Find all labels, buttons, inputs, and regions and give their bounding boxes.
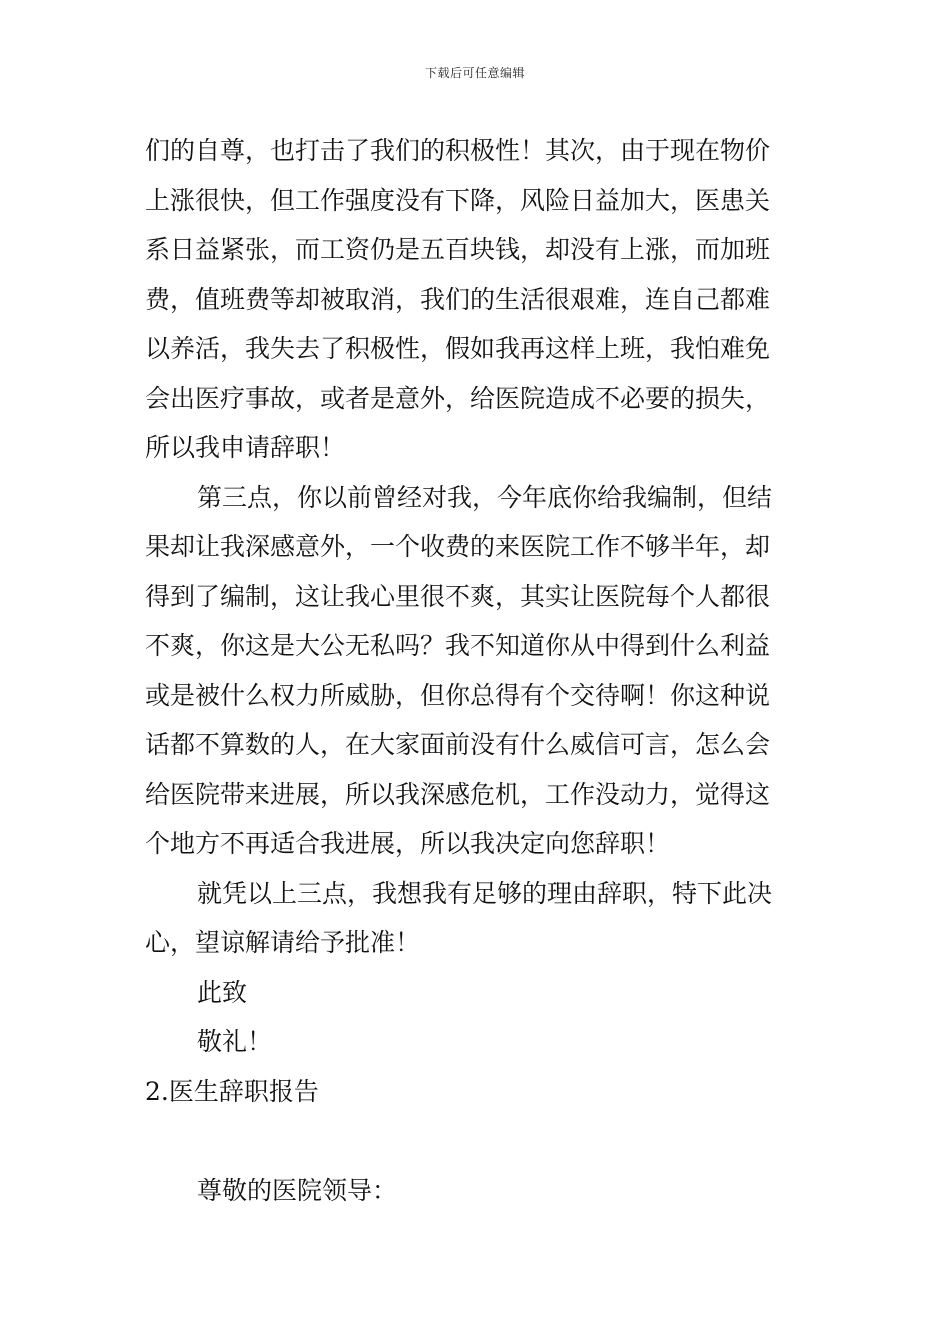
- paragraph-2-line: 不爽，你这是大公无私吗？我不知道你从中得到什么利益: [145, 631, 771, 660]
- paragraph-3-line: 就凭以上三点，我想我有足够的理由辞职，特下此决: [197, 878, 773, 908]
- paragraph-1-line: 以养活，我失去了积极性，假如我再这样上班，我怕难免: [145, 334, 771, 363]
- closing-regards: 敬礼！: [197, 1027, 273, 1056]
- section-heading: 2.医生辞职报告: [145, 1076, 319, 1106]
- paragraph-1-line: 上涨很快，但工作强度没有下降，风险日益加大，医患关: [145, 185, 771, 215]
- closing-line: 此致: [197, 977, 248, 1007]
- paragraph-2-line: 第三点，你以前曾经对我，今年底你给我编制，但结: [197, 482, 773, 512]
- salutation: 尊敬的医院领导：: [197, 1175, 398, 1205]
- paragraph-2-line: 个地方不再适合我进展，所以我决定向您辞职！: [145, 829, 671, 858]
- paragraph-1-line: 费，值班费等却被取消，我们的生活很艰难，连自己都难: [145, 284, 771, 314]
- page-header: 下载后可任意编辑: [424, 66, 525, 80]
- paragraph-2-line: 话都不算数的人，在大家面前没有什么威信可言，怎么会: [145, 730, 771, 759]
- paragraph-1-line: 系日益紧张，而工资仍是五百块钱，却没有上涨，而加班: [145, 235, 771, 264]
- paragraph-2-line: 或是被什么权力所威胁，但你总得有个交待啊！你这种说: [145, 680, 771, 710]
- document-body: [145, 126, 810, 1215]
- paragraph-2-line: 果却让我深感意外，一个收费的来医院工作不够半年，却: [145, 532, 771, 561]
- paragraph-3-line: 心，望谅解请给予批准！: [145, 928, 421, 957]
- blank-line: [145, 1116, 810, 1166]
- paragraph-1-line: 所以我申请辞职！: [145, 433, 346, 462]
- paragraph-1-line: 会出医疗事故，或者是意外，给医院造成不必要的损失，: [145, 383, 771, 413]
- paragraph-2-line: 得到了编制，这让我心里很不爽，其实让医院每个人都很: [145, 581, 771, 611]
- paragraph-2-line: 给医院带来进展，所以我深感危机，工作没动力，觉得这: [145, 779, 771, 809]
- paragraph-1-line: 们的自尊，也打击了我们的积极性！其次，由于现在物价: [145, 136, 771, 165]
